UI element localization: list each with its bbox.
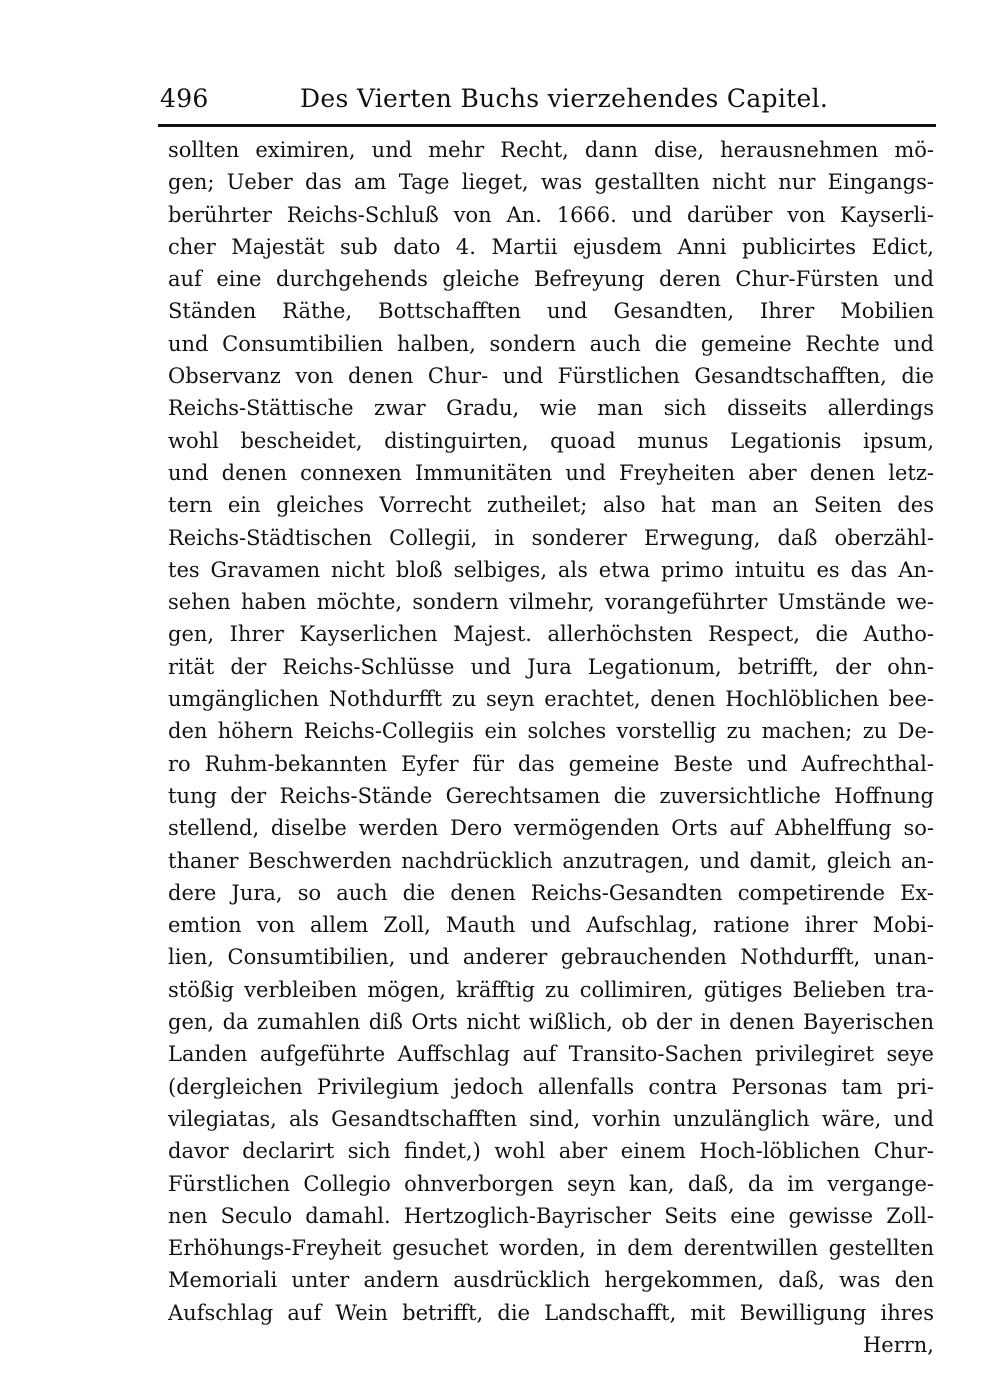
text-line: emtion von allem Zoll, Mauth und Aufschlag, ratione ihrer Mobi- bbox=[168, 913, 934, 938]
text-line: Landen aufgeführte Auffschlag auf Transito-Sachen privilegiret seye bbox=[168, 1042, 934, 1067]
text-line: gen, da zumahlen diß Orts nicht wißlich, ob der in denen Bayerischen bbox=[168, 1010, 934, 1035]
text-line: Fürstlichen Collegio ohnverborgen seyn kan, daß, da im vergange- bbox=[168, 1171, 934, 1196]
text-line: den höhern Reichs-Collegiis ein solches vorstellig zu machen; zu De- bbox=[168, 719, 934, 744]
text-line: Erhöhungs-Freyheit gesuchet worden, in dem derentwillen gestellten bbox=[168, 1236, 934, 1261]
text-line: Aufschlag auf Wein betrifft, die Landschafft, mit Bewilligung ihres bbox=[168, 1300, 934, 1325]
text-line: Reichs-Stättische zwar Gradu, wie man sich disseits allerdings bbox=[168, 396, 934, 421]
text-line: gen, Ihrer Kayserlichen Majest. allerhöchsten Respect, die Autho- bbox=[168, 622, 934, 647]
text-line: stößig verbleiben mögen, kräfftig zu collimiren, gütiges Belieben tra- bbox=[168, 977, 934, 1002]
text-line: (dergleichen Privilegium jedoch allenfalls contra Personas tam pri- bbox=[168, 1074, 934, 1099]
text-line: auf eine durchgehends gleiche Befreyung deren Chur-Fürsten und bbox=[168, 267, 934, 292]
body-text bbox=[168, 134, 934, 1361]
text-line: vilegiatas, als Gesandtschafften sind, vorhin unzulänglich wäre, und bbox=[168, 1106, 934, 1131]
page-number: 496 bbox=[160, 84, 209, 113]
text-line: Ständen Räthe, Bottschafften und Gesandten, Ihrer Mobilien bbox=[168, 299, 934, 324]
text-line: Observanz von denen Chur- und Fürstlichen Gesandtschafften, die bbox=[168, 364, 934, 389]
text-line: tern ein gleiches Vorrecht zutheilet; also hat man an Seiten des bbox=[168, 493, 934, 518]
text-line: und denen connexen Immunitäten und Freyheiten aber denen letz- bbox=[168, 460, 934, 485]
text-line: sollten eximiren, und mehr Recht, dann dise, herausnehmen mö- bbox=[168, 138, 934, 162]
text-line: berührter Reichs-Schluß von An. 1666. und darüber von Kayserli- bbox=[168, 202, 934, 227]
text-line: sehen haben möchte, sondern vilmehr, vorangeführter Umstände we- bbox=[168, 590, 934, 615]
text-line: rität der Reichs-Schlüsse und Jura Legationum, betrifft, der ohn- bbox=[168, 654, 934, 679]
text-line: wohl bescheidet, distinguirten, quoad munus Legationis ipsum, bbox=[168, 428, 934, 453]
text-line: nen Seculo damahl. Hertzoglich-Bayrischer Seits eine gewisse Zoll- bbox=[168, 1203, 934, 1228]
text-line: stellend, diselbe werden Dero vermögenden Orts auf Abhelffung so- bbox=[168, 816, 934, 841]
header-rule bbox=[158, 124, 936, 127]
text-line: cher Majestät sub dato 4. Martii ejusdem Anni publicirtes Edict, bbox=[168, 234, 934, 259]
catchword: Herrn, bbox=[862, 1332, 934, 1357]
text-line: umgänglichen Nothdurfft zu seyn erachtet, denen Hochlöblichen bee- bbox=[168, 687, 934, 712]
running-head: Des Vierten Buchs vierzehendes Capitel. bbox=[300, 84, 829, 113]
text-line: gen; Ueber das am Tage lieget, was gestallten nicht nur Eingangs- bbox=[168, 170, 934, 195]
text-line: davor declarirt sich findet,) wohl aber einem Hoch-löblichen Chur- bbox=[168, 1139, 934, 1164]
text-line: Reichs-Städtischen Collegii, in sonderer Erwegung, daß oberzähl- bbox=[168, 525, 934, 550]
text-line: dere Jura, so auch die denen Reichs-Gesandten competirende Ex- bbox=[168, 880, 934, 905]
text-line: tes Gravamen nicht bloß selbiges, als etwa primo intuitu es das An- bbox=[168, 557, 934, 582]
text-line: und Consumtibilien halben, sondern auch die gemeine Rechte und bbox=[168, 331, 934, 356]
text-line: ro Ruhm-bekannten Eyfer für das gemeine Beste und Aufrechthal- bbox=[168, 751, 934, 776]
text-line: Memoriali unter andern ausdrücklich hergekommen, daß, was den bbox=[168, 1268, 934, 1293]
text-line: thaner Beschwerden nachdrücklich anzutragen, und damit, gleich an- bbox=[168, 848, 934, 873]
text-line: tung der Reichs-Stände Gerechtsamen die zuversichtliche Hoffnung bbox=[168, 783, 934, 808]
text-line: lien, Consumtibilien, und anderer gebrauchenden Nothdurfft, unan- bbox=[168, 945, 934, 970]
page-header bbox=[160, 78, 935, 122]
